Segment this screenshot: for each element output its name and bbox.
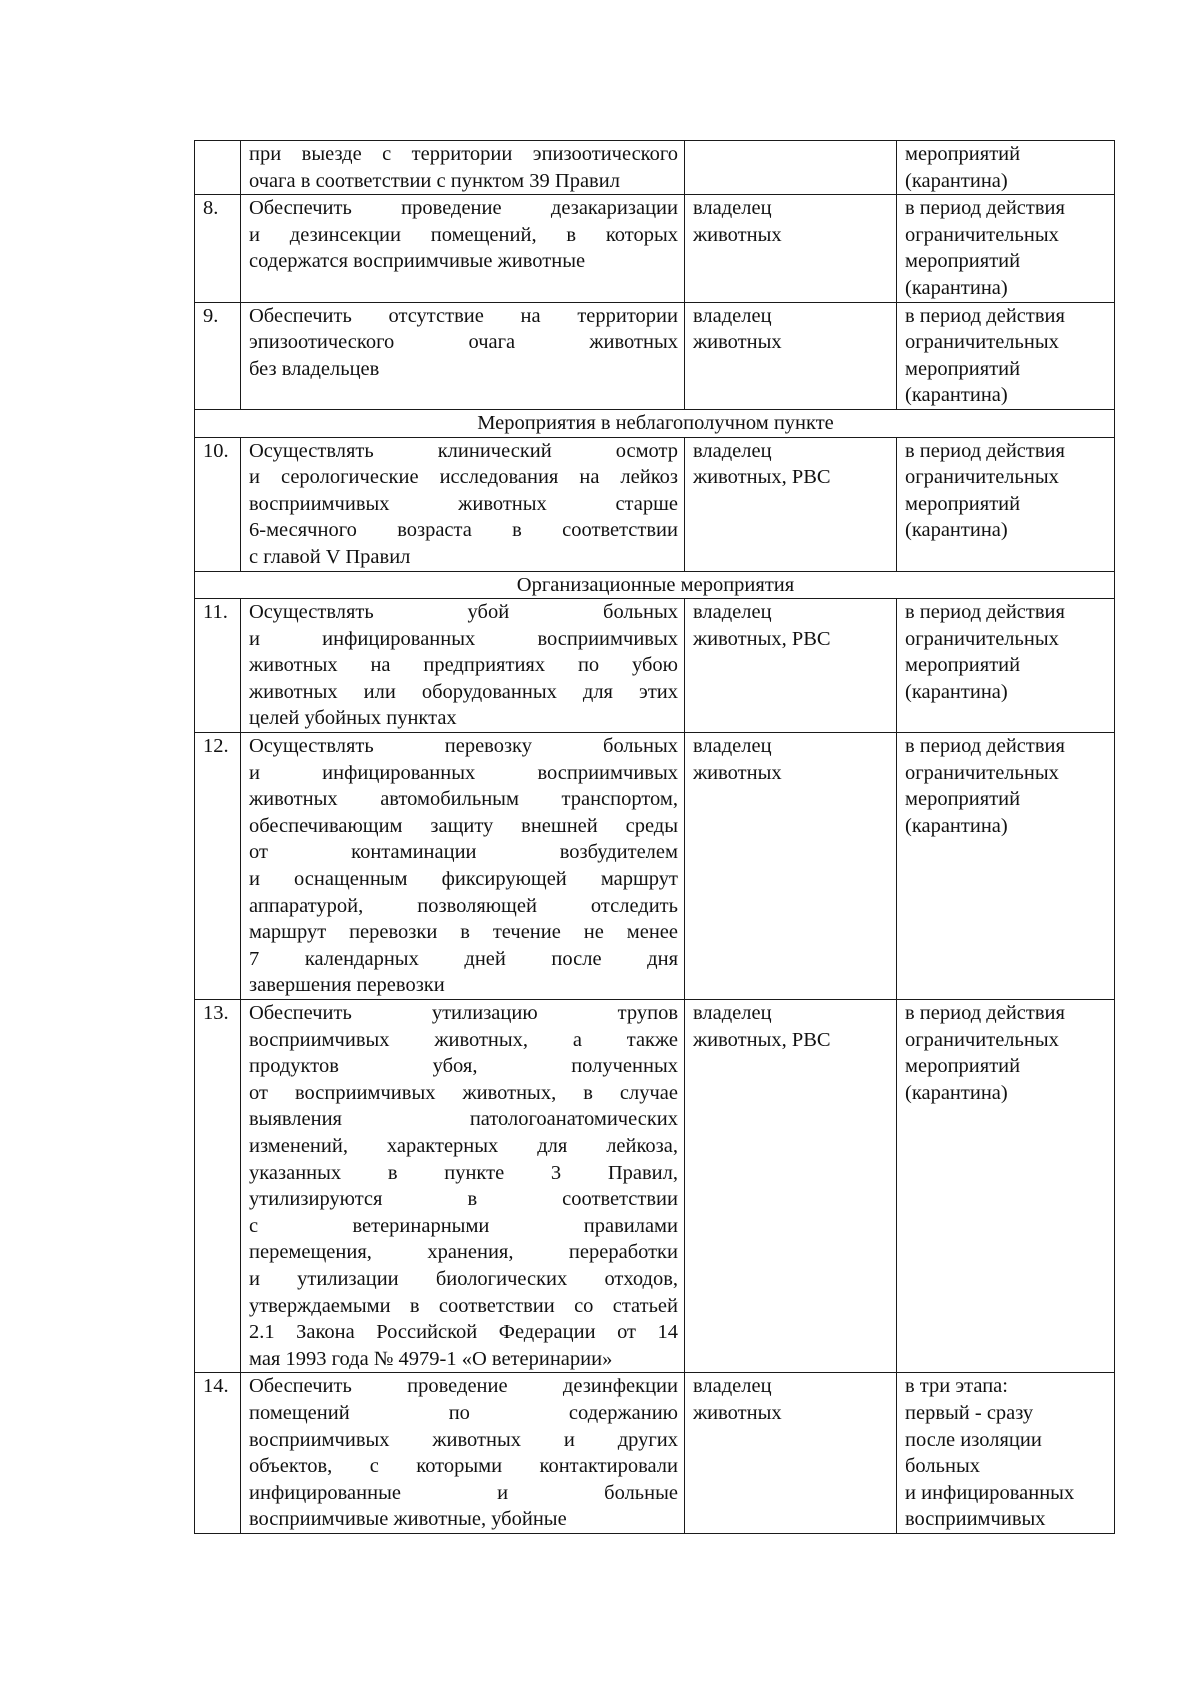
timing-line: первый - сразу — [905, 1401, 1034, 1424]
responsible-line: владелец — [693, 735, 772, 758]
responsible-cell — [685, 1373, 897, 1534]
timing-line: мероприятий — [905, 1055, 1021, 1078]
timing-line: (карантина) — [905, 1081, 1008, 1104]
timing-cell — [897, 195, 1115, 302]
timing-cell — [897, 302, 1115, 409]
row-number: 9. — [195, 302, 241, 409]
action-cell — [241, 195, 685, 302]
action-line: Обеспечить проведение дезакаризации — [249, 197, 678, 220]
measures-table-body — [195, 141, 1115, 1534]
action-cell — [241, 1373, 685, 1534]
table-row — [195, 733, 1115, 1000]
responsible-line: животных, РВС — [693, 627, 831, 650]
action-line: мая 1993 года № 4979-1 «О ветеринарии» — [249, 1347, 613, 1370]
action-line: продуктов убоя, полученных — [249, 1055, 678, 1078]
table-row — [195, 437, 1115, 571]
action-line: восприимчивых животных и других — [249, 1428, 678, 1451]
action-cell — [241, 437, 685, 571]
action-line: утверждаемыми в соответствии со статьей — [249, 1294, 678, 1317]
responsible-cell — [685, 195, 897, 302]
timing-line: мероприятий — [905, 492, 1021, 515]
timing-line: в три этапа: — [905, 1375, 1008, 1398]
responsible-line: владелец — [693, 1002, 772, 1024]
table-row — [195, 1373, 1115, 1534]
responsible-cell — [685, 141, 897, 195]
timing-line: мероприятий — [905, 788, 1021, 811]
timing-line: ограничительных — [905, 761, 1059, 784]
row-number: 12. — [195, 733, 241, 1000]
timing-line: в период действия — [905, 735, 1065, 758]
timing-line: мероприятий — [905, 654, 1021, 677]
responsible-cell — [685, 1000, 897, 1373]
section-header-row — [195, 571, 1115, 599]
table-row — [195, 1000, 1115, 1373]
section-header-row — [195, 409, 1115, 437]
timing-line: в период действия — [905, 304, 1065, 327]
action-line: утилизируются в соответствии — [249, 1188, 678, 1211]
action-line: изменений, характерных для лейкоза, — [249, 1134, 678, 1157]
timing-line: ограничительных — [905, 1028, 1059, 1051]
action-line: и дезинсекции помещений, в которых — [249, 223, 678, 246]
timing-line: (карантина) — [905, 384, 1008, 407]
action-line: завершения перевозки — [249, 974, 445, 997]
table-row — [195, 195, 1115, 302]
responsible-line: животных — [693, 223, 782, 246]
responsible-line: владелец — [693, 197, 772, 220]
timing-line: мероприятий — [905, 143, 1021, 165]
action-line: и утилизации биологических отходов, — [249, 1267, 678, 1290]
timing-cell — [897, 599, 1115, 733]
measures-table — [194, 140, 1115, 1534]
action-line: инфицированные и больные — [249, 1481, 678, 1504]
action-line: от восприимчивых животных, в случае — [249, 1081, 678, 1104]
timing-line: (карантина) — [905, 276, 1008, 299]
row-number: 14. — [195, 1373, 241, 1534]
timing-line: ограничительных — [905, 627, 1059, 650]
timing-cell — [897, 733, 1115, 1000]
responsible-line: животных, РВС — [693, 1028, 831, 1051]
action-cell — [241, 141, 685, 195]
action-line: 2.1 Закона Российской Федерации от 14 — [249, 1321, 678, 1344]
action-line: очага в соответствии с пунктом 39 Правил — [249, 169, 620, 192]
action-line: без владельцев — [249, 357, 380, 380]
table-row — [195, 141, 1115, 195]
action-line: от контаминации возбудителем — [249, 841, 678, 864]
timing-line: в период действия — [905, 197, 1065, 220]
responsible-cell — [685, 599, 897, 733]
timing-line: ограничительных — [905, 223, 1059, 246]
action-line: содержатся восприимчивые животные — [249, 250, 586, 273]
timing-cell — [897, 1373, 1115, 1534]
timing-line: (карантина) — [905, 169, 1008, 192]
action-line: Обеспечить утилизацию трупов — [249, 1002, 678, 1024]
action-line: указанных в пункте 3 Правил, — [249, 1161, 678, 1184]
action-line: восприимчивых животных старше — [249, 492, 678, 515]
row-number: 8. — [195, 195, 241, 302]
action-line: Осуществлять убой больных — [249, 601, 678, 624]
action-line: при выезде с территории эпизоотического — [249, 143, 678, 165]
action-line: и оснащенным фиксирующей маршрут — [249, 868, 678, 891]
section-title: Мероприятия в неблагополучном пункте — [195, 409, 1115, 437]
timing-cell — [897, 437, 1115, 571]
responsible-line: животных, РВС — [693, 466, 831, 489]
row-number: 11. — [195, 599, 241, 733]
responsible-line: владелец — [693, 304, 772, 327]
timing-line: восприимчивых — [905, 1508, 1046, 1531]
action-cell — [241, 1000, 685, 1373]
responsible-line: животных — [693, 1401, 782, 1424]
responsible-cell — [685, 437, 897, 571]
section-title: Организационные мероприятия — [195, 571, 1115, 599]
action-cell — [241, 733, 685, 1000]
responsible-cell — [685, 733, 897, 1000]
action-line: обеспечивающим защиту внешней среды — [249, 814, 678, 837]
responsible-line: владелец — [693, 601, 772, 624]
row-number — [195, 141, 241, 195]
action-line: эпизоотического очага животных — [249, 331, 678, 354]
action-line: восприимчивые животные, убойные — [249, 1508, 567, 1531]
action-line: 6-месячного возраста в соответствии — [249, 519, 678, 542]
action-cell — [241, 599, 685, 733]
responsible-line: животных — [693, 331, 782, 354]
timing-line: после изоляции — [905, 1428, 1042, 1451]
responsible-line: животных — [693, 761, 782, 784]
row-number: 13. — [195, 1000, 241, 1373]
timing-line: (карантина) — [905, 814, 1008, 837]
table-row — [195, 302, 1115, 409]
row-number: 10. — [195, 437, 241, 571]
timing-line: больных — [905, 1455, 980, 1478]
action-line: с ветеринарными правилами — [249, 1214, 678, 1237]
timing-cell — [897, 141, 1115, 195]
action-cell — [241, 302, 685, 409]
responsible-line: владелец — [693, 1375, 772, 1398]
responsible-line: владелец — [693, 439, 772, 462]
timing-line: мероприятий — [905, 250, 1021, 273]
action-line: с главой V Правил — [249, 545, 411, 568]
action-line: Осуществлять перевозку больных — [249, 735, 678, 758]
action-line: и серологические исследования на лейкоз — [249, 466, 678, 489]
timing-line: ограничительных — [905, 331, 1059, 354]
timing-cell — [897, 1000, 1115, 1373]
timing-line: (карантина) — [905, 680, 1008, 703]
action-line: помещений по содержанию — [249, 1401, 678, 1424]
action-line: Обеспечить проведение дезинфекции — [249, 1375, 678, 1398]
timing-line: в период действия — [905, 601, 1065, 624]
action-line: животных или оборудованных для этих — [249, 680, 678, 703]
timing-line: (карантина) — [905, 519, 1008, 542]
responsible-cell — [685, 302, 897, 409]
action-line: целей убойных пунктах — [249, 707, 457, 730]
timing-line: и инфицированных — [905, 1481, 1075, 1504]
timing-line: в период действия — [905, 439, 1065, 462]
action-line: животных автомобильным транспортом, — [249, 788, 678, 811]
action-line: объектов, с которыми контактировали — [249, 1455, 678, 1478]
action-line: перемещения, хранения, переработки — [249, 1241, 678, 1264]
action-line: Осуществлять клинический осмотр — [249, 439, 678, 462]
action-line: аппаратурой, позволяющей отследить — [249, 894, 678, 917]
timing-line: в период действия — [905, 1002, 1065, 1024]
action-line: и инфицированных восприимчивых — [249, 761, 678, 784]
action-line: и инфицированных восприимчивых — [249, 627, 678, 650]
action-line: выявления патологоанатомических — [249, 1108, 678, 1131]
timing-line: мероприятий — [905, 357, 1021, 380]
action-line: Обеспечить отсутствие на территории — [249, 304, 678, 327]
action-line: маршрут перевозки в течение не менее — [249, 921, 678, 944]
timing-line: ограничительных — [905, 466, 1059, 489]
action-line: восприимчивых животных, а также — [249, 1028, 678, 1051]
action-line: 7 календарных дней после дня — [249, 947, 678, 970]
table-row — [195, 599, 1115, 733]
action-line: животных на предприятиях по убою — [249, 654, 678, 677]
